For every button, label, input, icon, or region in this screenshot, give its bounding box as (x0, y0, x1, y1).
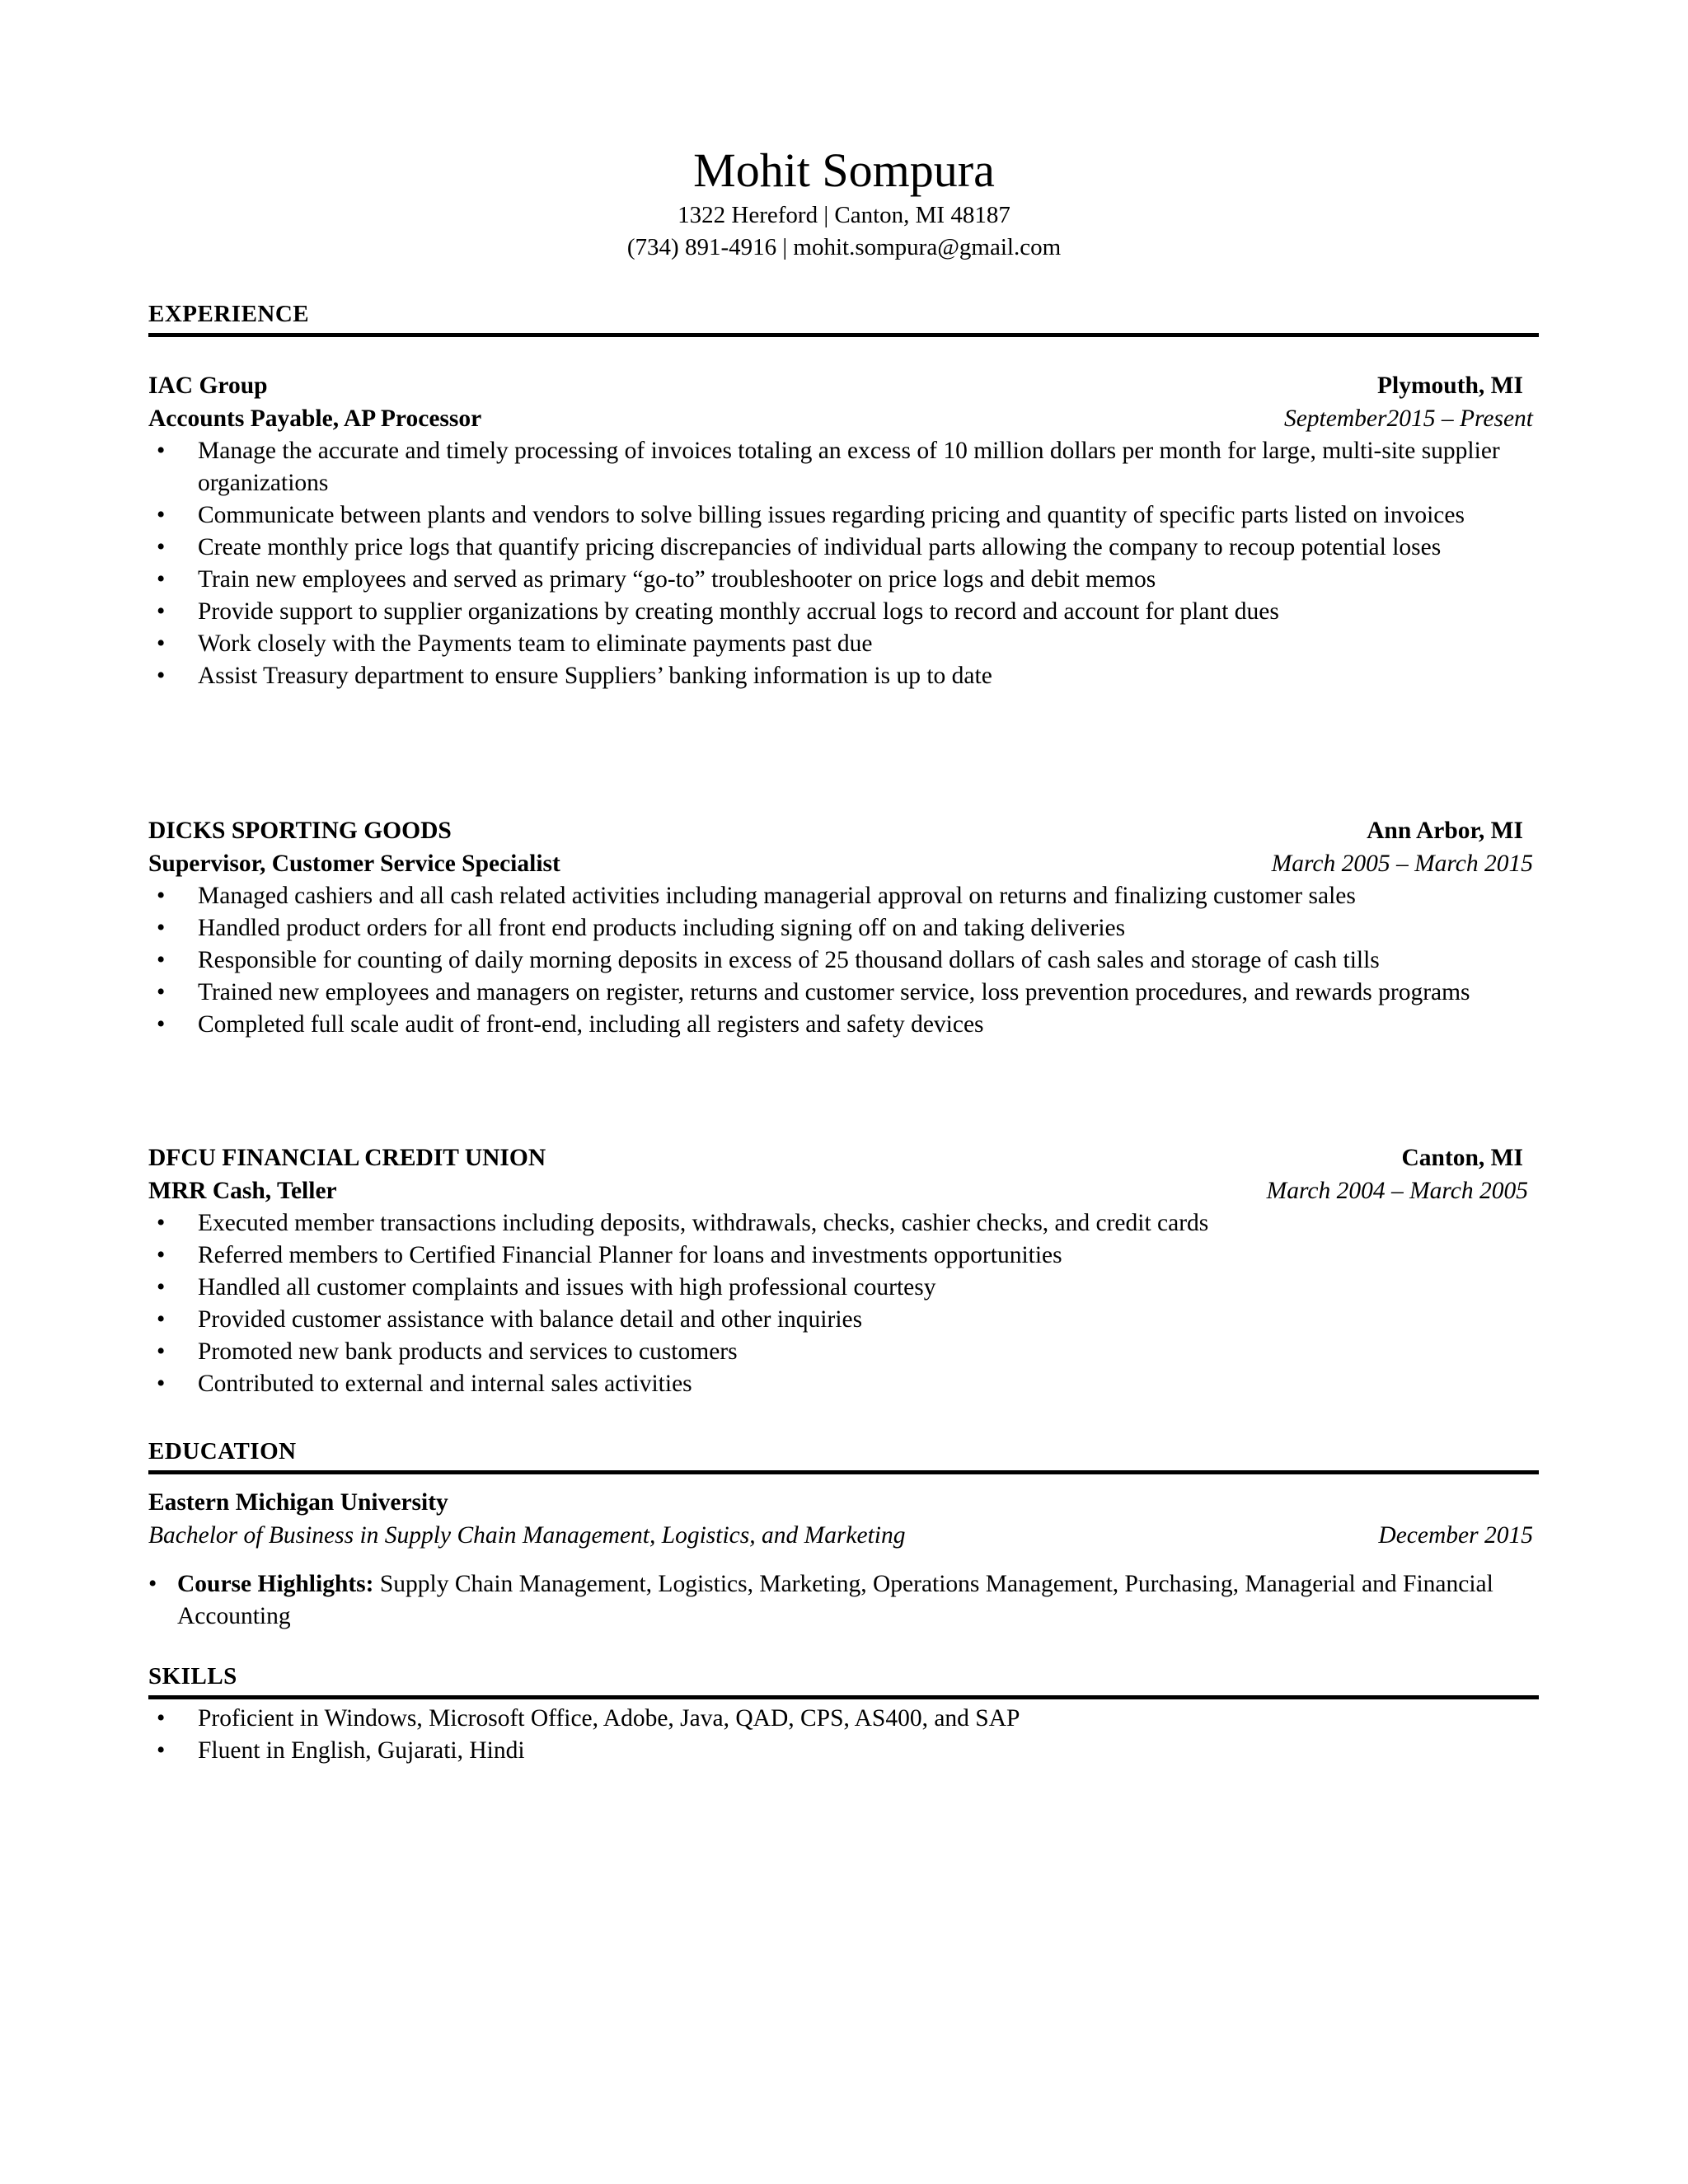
list-item: • Proficient in Windows, Microsoft Office, Adobe, Java, QAD, CPS, AS400, and SAP (148, 1703, 1533, 1735)
bullet-icon: • (157, 1242, 166, 1268)
bullet-icon: • (157, 915, 166, 941)
list-item: • Work closely with the Payments team to eliminate payments past due (148, 628, 1533, 660)
section-divider (148, 1695, 1539, 1699)
job-bullet-list (148, 880, 1533, 1041)
resume-header (0, 142, 1688, 264)
list-item: • Managed cashiers and all cash related activities including managerial approval on returns and finalizing customer sales (148, 880, 1533, 912)
bullet-icon: • (157, 1371, 166, 1397)
bullet-icon: • (157, 947, 166, 973)
list-item: • Executed member transactions including deposits, withdrawals, checks, cashier checks, and credit cards (148, 1207, 1533, 1240)
list-item: • Train new employees and served as primary “go-to” troubleshooter on price logs and debit memos (148, 564, 1533, 596)
bullet-icon: • (157, 534, 166, 560)
company-name: IAC Group (148, 373, 268, 399)
job-role: MRR Cash, Teller (148, 1178, 337, 1204)
phone-email-line: (734) 891-4916 | mohit.sompura@gmail.com (626, 234, 1062, 260)
bullet-icon: • (157, 1338, 166, 1365)
highlights-label: Course Highlights: (177, 1571, 374, 1597)
list-item: • Assist Treasury department to ensure Suppliers’ banking information is up to date (148, 660, 1533, 692)
bullet-icon: • (157, 1306, 166, 1333)
experience-section-header (148, 298, 1539, 337)
company-name: DFCU FINANCIAL CREDIT UNION (148, 1145, 546, 1171)
list-item: • Handled product orders for all front end products including signing off on and taking deliveries (148, 912, 1533, 944)
bullet-icon: • (157, 598, 166, 625)
job-bullet-list (148, 1207, 1533, 1400)
bullet-icon: • (157, 566, 166, 593)
job-entry (148, 1141, 1533, 1400)
job-dates: March 2004 – March 2005 (1266, 1178, 1528, 1204)
education-title: EDUCATION (148, 1438, 297, 1465)
job-entry (148, 369, 1533, 692)
bullet-icon: • (148, 1571, 157, 1597)
job-location: Ann Arbor, MI (1367, 818, 1523, 844)
bullet-icon: • (157, 663, 166, 689)
bullet-icon: • (157, 883, 166, 909)
company-name: DICKS SPORTING GOODS (148, 818, 452, 844)
address-line: 1322 Hereford | Canton, MI 48187 (678, 202, 1010, 228)
education-section-header (148, 1436, 1539, 1474)
bullet-icon: • (157, 1274, 166, 1301)
bullet-icon: • (157, 979, 166, 1005)
bullet-icon: • (157, 1011, 166, 1038)
skills-section-header (148, 1661, 1539, 1699)
list-item: • Manage the accurate and timely processing of invoices totaling an excess of 10 million dollars per month for large, multi-site supplier organizations (148, 435, 1533, 499)
bullet-icon: • (157, 1737, 166, 1764)
list-item: • Provided customer assistance with balance detail and other inquiries (148, 1304, 1533, 1336)
list-item: • Trained new employees and managers on register, returns and customer service, loss prevention procedures, and rewards programs (148, 977, 1533, 1009)
school-name: Eastern Michigan University (148, 1489, 448, 1516)
bullet-icon: • (157, 1210, 166, 1236)
job-role: Accounts Payable, AP Processor (148, 405, 482, 432)
list-item: • Responsible for counting of daily morning deposits in excess of 25 thousand dollars of cash sales and storage of cash tills (148, 944, 1533, 977)
education-highlights (148, 1568, 1533, 1633)
bullet-icon: • (157, 438, 166, 464)
job-dates: September2015 – Present (1283, 405, 1533, 432)
skills-entry (148, 1703, 1533, 1767)
experience-title: EXPERIENCE (148, 301, 310, 327)
list-item: • Completed full scale audit of front-end, including all registers and safety devices (148, 1009, 1533, 1041)
highlights-text: Supply Chain Management, Logistics, Marketing, Operations Management, Purchasing, Managerial and Financial Accounting (177, 1571, 1493, 1629)
list-item (148, 1568, 1533, 1633)
education-entry (148, 1486, 1533, 1633)
skills-list (148, 1703, 1533, 1767)
job-entry (148, 814, 1533, 1041)
job-location: Plymouth, MI (1377, 373, 1523, 399)
section-divider (148, 333, 1539, 337)
list-item: • Communicate between plants and vendors to solve billing issues regarding pricing and quantity of specific parts listed on invoices (148, 499, 1533, 532)
job-role: Supervisor, Customer Service Specialist (148, 851, 560, 877)
job-bullet-list (148, 435, 1533, 692)
list-item: • Handled all customer complaints and issues with high professional courtesy (148, 1272, 1533, 1304)
bullet-icon: • (157, 630, 166, 657)
list-item: • Fluent in English, Gujarati, Hindi (148, 1735, 1533, 1767)
section-divider (148, 1470, 1539, 1474)
list-item: • Provide support to supplier organizations by creating monthly accrual logs to record and account for plant dues (148, 596, 1533, 628)
job-dates: March 2005 – March 2015 (1271, 851, 1533, 877)
list-item: • Promoted new bank products and services to customers (148, 1336, 1533, 1368)
list-item: • Referred members to Certified Financial Planner for loans and investments opportunities (148, 1240, 1533, 1272)
list-item: • Create monthly price logs that quantify pricing discrepancies of individual parts allowing the company to recoup potential loses (148, 532, 1533, 564)
bullet-icon: • (157, 1705, 166, 1732)
graduation-date: December 2015 (1378, 1522, 1533, 1549)
person-name: Mohit Sompura (693, 143, 995, 197)
skills-title: SKILLS (148, 1663, 237, 1690)
list-item: • Contributed to external and internal sales activities (148, 1368, 1533, 1400)
job-location: Canton, MI (1401, 1145, 1523, 1171)
bullet-icon: • (157, 502, 166, 528)
degree-name: Bachelor of Business in Supply Chain Management, Logistics, and Marketing (148, 1522, 906, 1549)
